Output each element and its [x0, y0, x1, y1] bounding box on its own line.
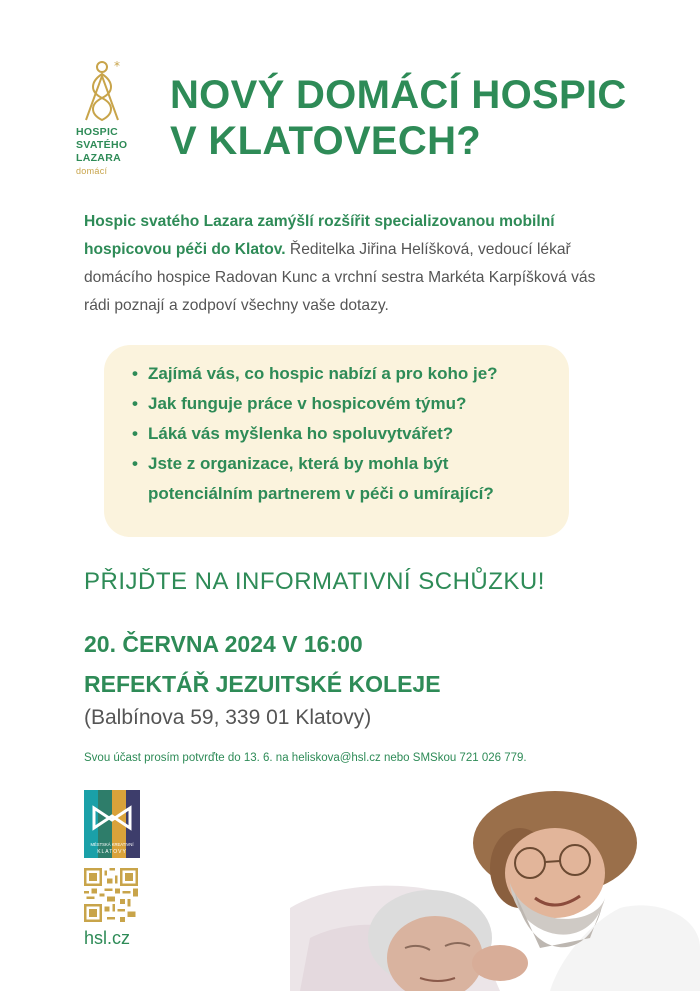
- logo-line3: LAZARA: [76, 152, 121, 164]
- title-line2: V KLATOVECH?: [170, 119, 482, 163]
- hospic-logo-icon: [80, 58, 136, 122]
- logo-line2: SVATÉHO: [76, 139, 128, 151]
- call-to-action: PŘIJĎTE NA INFORMATIVNÍ SCHŮZKU!: [84, 568, 545, 595]
- svg-text:*: *: [114, 59, 120, 73]
- page-title: [170, 72, 670, 164]
- city-logo-icon: [84, 790, 140, 858]
- questions-list: [104, 345, 569, 509]
- questions-box: [104, 345, 569, 537]
- intro-bold: Hospic svatého Lazara zamýšlí rozšířit specializovanou mobilní hospicovou péči do Klatov.: [84, 213, 555, 258]
- question-item: • Láká vás myšlenka ho spoluvytvářet?: [148, 419, 551, 449]
- title-line1: NOVÝ DOMÁCÍ HOSPIC: [170, 73, 627, 117]
- rsvp-note: Svou účast prosím potvrďte do 13. 6. na heliskova@hsl.cz nebo SMSkou 721 026 779.: [84, 752, 527, 764]
- event-details: [84, 624, 441, 704]
- logo-line1: HOSPIC: [76, 126, 119, 138]
- question-item: • Jste z organizace, která by mohla být: [148, 449, 551, 479]
- photo: [290, 788, 700, 991]
- website-link[interactable]: hsl.cz: [84, 928, 131, 948]
- event-address: (Balbínova 59, 339 01 Klatovy): [84, 706, 372, 729]
- intro-paragraph: [84, 208, 624, 320]
- event-place: REFEKTÁŘ JEZUITSKÉ KOLEJE: [84, 671, 441, 697]
- event-datetime: 20. ČERVNA 2024 V 16:00: [84, 631, 363, 657]
- qr-code-icon[interactable]: [84, 868, 138, 922]
- question-item: • Zajímá vás, co hospic nabízí a pro koho je?: [148, 359, 551, 389]
- hospic-logo: [76, 58, 156, 178]
- intro-rest: Ředitelka Jiřina Helíšková, vedoucí lékař domácího hospice Radovan Kunc a vrchní sestra Markéta Karpíšková vás rádi poznají a zodpoví všechny vaše dotazy.: [84, 241, 596, 314]
- logo-line4: domácí: [76, 166, 108, 176]
- question-item: • Jak funguje práce v hospicovém týmu?: [148, 389, 551, 419]
- question-item-continued: potenciálním partnerem v péči o umírající?: [148, 484, 494, 503]
- city-logo-line1: MĚSTSKÁ KREATIVNÍ: [90, 842, 134, 847]
- city-logo-line2: KLATOVY: [97, 849, 127, 855]
